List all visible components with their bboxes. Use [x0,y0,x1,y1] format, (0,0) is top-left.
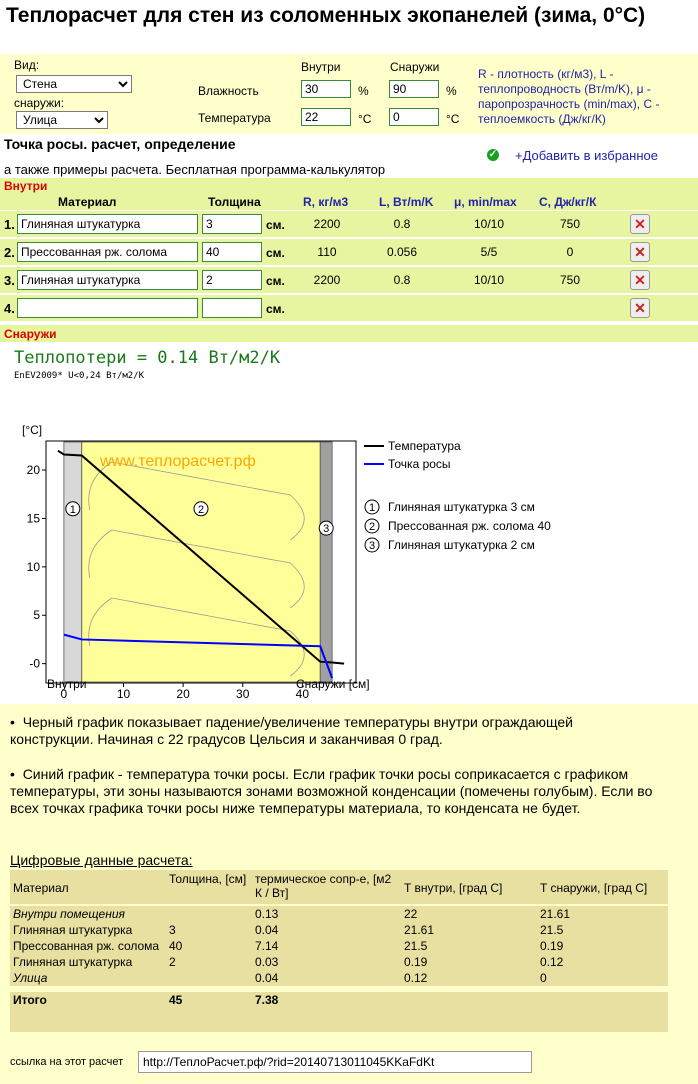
outside-band [0,325,698,342]
paragraph-dewpoint: • Синий график - температура точки росы. Если график точки росы соприкасается с графиком температуры, эти зоны называются зонами возможной конденсации (помечены голубым). Если во всех точках графика точки росы ниже температуры материала, то конденсата не будет. [10,766,653,816]
check-icon: ✓ [488,149,498,160]
table-cell: 45 [169,993,183,1007]
table-cell: Итого [13,993,47,1007]
legend-marker-label: 2 [368,521,376,533]
table-cell [401,989,537,1008]
table-cell: Прессованная рж. солома [13,939,160,953]
vapor-header: μ, min/max [454,195,517,209]
y-tick-label: 15 [26,511,40,526]
vid-label: Вид: [14,58,40,72]
table-cell [166,905,252,922]
inside-label: Внутри [4,179,48,193]
layer-conductivity: 0.8 [393,217,411,231]
y-tick-label: 20 [26,463,40,478]
layer-thickness-input[interactable] [202,298,262,318]
data-table-header: Материал [13,880,69,895]
density-header: R, кг/м3 [303,195,349,209]
layer-number: 3. [4,273,15,288]
table-cell: 0.13 [255,907,279,921]
table-row [10,938,668,954]
add-favorite-link[interactable]: +Добавить в избранное [515,148,658,163]
temperature-unit-outside: °C [446,112,460,126]
temperature-label: Температура [198,111,271,125]
inside-column-label: Внутри [301,60,341,74]
legend-marker-label: 3 [368,540,376,552]
layer-density: 2200 [313,217,341,231]
delete-layer-button[interactable]: ✕ [630,214,650,234]
x-tick-label: 20 [176,687,190,700]
table-cell: 2 [169,955,176,969]
wall-type-select[interactable] [16,75,132,93]
layer-thickness-input[interactable] [202,214,262,234]
table-row [10,922,668,938]
table-cell: 21.5 [404,939,428,953]
parameters-legend: R - плотность (кг/м3), L - теплопроводность (Вт/m/K), μ - паропрозрачность (min/max), C - теплоемкость (Дж/кг/К) [478,67,660,126]
temperature-outside-input[interactable] [389,108,439,126]
temperature-inside-input[interactable] [301,108,351,126]
y-axis-label: [°C] [22,423,43,437]
table-cell: 0.03 [255,955,279,969]
layer-heat-capacity: 750 [559,217,581,231]
table-cell: 0.19 [540,939,564,953]
x-tick-label: 30 [236,687,250,700]
table-cell: 3 [169,923,176,937]
layer-vapor: 10/10 [473,217,505,231]
layer-marker-label: 2 [197,503,205,516]
layer-band [320,442,332,682]
x-tick-label: 40 [295,687,310,700]
conductivity-header: L, Вт/m/K [379,195,434,209]
thickness-header: Толщина [208,195,261,209]
x-tick-label: 10 [116,687,131,700]
page-title: Теплорасчет для стен из соломенных экопанелей (зима, 0°C) [6,4,646,27]
table-cell: Глиняная штукатурка [13,923,133,937]
section-subtitle: а также примеры расчета. Бесплатная программа-калькулятор [4,162,386,177]
table-cell: 0.12 [540,955,564,969]
humidity-inside-input[interactable] [301,80,351,98]
table-row [10,905,668,922]
table-cell: Внутри помещения [13,907,125,921]
permalink-field[interactable]: http://ТеплоРасчет.рф/?rid=20140713011045KKaFdKt [138,1051,532,1073]
cm-unit: см. [266,246,285,260]
layer-number: 4. [4,301,15,316]
table-total-row [10,989,668,1008]
layer-material-input[interactable] [17,214,198,234]
humidity-outside-input[interactable] [389,80,439,98]
layer-material-input[interactable] [17,298,198,318]
table-cell: 0.04 [255,971,279,985]
x-axis-label-outside: Снаружи [см] [296,677,370,691]
data-table-header: термическое сопр-е, [м2 К / Вт] [255,872,392,900]
table-cell: 40 [169,939,183,953]
x-tick-label: 0 [60,687,68,700]
humidity-label: Влажность [198,84,259,98]
layer-thickness-input[interactable] [202,270,262,290]
x-axis-label-inside: Внутри [47,677,87,691]
layer-material-input[interactable] [17,242,198,262]
table-cell: Глиняная штукатурка [13,955,133,969]
layer-band [64,442,82,682]
legend-layer-label: Глиняная штукатурка 3 см [388,500,535,514]
delete-layer-button[interactable]: ✕ [630,270,650,290]
y-tick-label: 10 [26,559,40,574]
layer-vapor: 10/10 [473,273,505,287]
layer-conductivity: 0.056 [386,245,418,259]
outside-column-label: Снаружи [390,60,440,74]
table-cell: 22 [404,907,418,921]
paragraph-temperature: • Черный график показывает падение/увеличение температуры внутри ограждающей конструкции. Начиная с 22 градусов Цельсия и заканчивая 0 град. [10,714,573,747]
layer-number: 2. [4,245,15,260]
table-row [10,970,668,989]
outside-type-select[interactable] [16,111,108,129]
layer-material-input[interactable] [17,270,198,290]
layer-conductivity: 0.8 [393,273,411,287]
layer-density: 2200 [313,273,341,287]
humidity-unit: % [358,84,369,98]
layer-marker-label: 1 [69,503,76,516]
table-cell: 0.04 [255,923,279,937]
table-cell [537,989,668,1008]
delete-layer-button[interactable]: ✕ [630,242,650,262]
table-cell: 21.61 [404,923,435,937]
layer-marker-label: 3 [323,523,330,536]
cm-unit: см. [266,274,285,288]
temperature-unit: °C [358,112,372,126]
table-cell: 21.5 [540,923,564,937]
layer-density: 110 [317,245,337,259]
table-cell: 7.14 [255,939,279,953]
table-row [10,954,668,970]
layer-vapor: 5/5 [480,245,498,259]
material-header: Материал [58,195,117,209]
outside-label: Снаружи [4,327,57,341]
legend-layer-label: Глиняная штукатурка 2 см [388,538,535,552]
paragraph-dewpoint-text: Синий график - температура точки росы. Если график точки росы соприкасается с графиком температуры, эти зоны называются зонами возможной конденсации (помечены голубым). Если во всех точках графика точки росы ниже температуры материала, то конденсата не будет. [10,766,653,816]
table-cell: Улица [13,971,48,985]
y-tick-label: -0 [29,656,40,671]
layer-heat-capacity: 0 [566,245,574,259]
layer-number: 1. [4,217,15,232]
data-table-header: T снаружи, [град С] [540,880,648,895]
table-cell: 0 [540,971,547,985]
data-table-header: Толщина, [см] [169,872,247,886]
heat-loss-value: Теплопотери = 0.14 Вт/м2/К [14,348,281,368]
enev-note: EnEV2009* U<0,24 Вт/м2/K [14,371,145,381]
legend-marker-label: 1 [368,502,376,514]
digital-data-title: Цифровые данные расчета: [10,852,193,868]
link-label: ссылка на этот расчет [10,1056,124,1068]
table-cell: 0.19 [404,955,428,969]
y-tick-label: 5 [33,608,40,623]
layer-thickness-input[interactable] [202,242,262,262]
layer-heat-capacity: 750 [559,273,581,287]
table-cell: 21.61 [540,907,571,921]
legend-label: Точка росы [388,457,451,471]
legend-label: Температура [388,439,461,453]
heat-capacity-header: C, Дж/кг/К [539,195,597,209]
humidity-unit-outside: % [446,84,457,98]
table-cell: 7.38 [255,993,279,1007]
cm-unit: см. [266,302,285,316]
cm-unit: см. [266,218,285,232]
paragraph-temperature-text: Черный график показывает падение/увеличение температуры внутри ограждающей конструкции. Начиная с 22 градусов Цельсия и заканчивая 0 град. [10,714,573,747]
delete-layer-button[interactable]: ✕ [630,298,650,318]
section-title: Точка росы. расчет, определение [4,136,236,152]
legend-layer-label: Прессованная рж. солома 40 [388,519,551,533]
table-cell: 0.12 [404,971,428,985]
outside-type-label: снаружи: [14,96,65,110]
data-table-header: T внутри, [град С] [404,880,503,895]
data-table [10,871,668,1008]
table-cell [166,970,252,989]
temperature-chart [0,420,698,700]
chart-watermark: www.теплорасчет.рф [100,453,256,470]
